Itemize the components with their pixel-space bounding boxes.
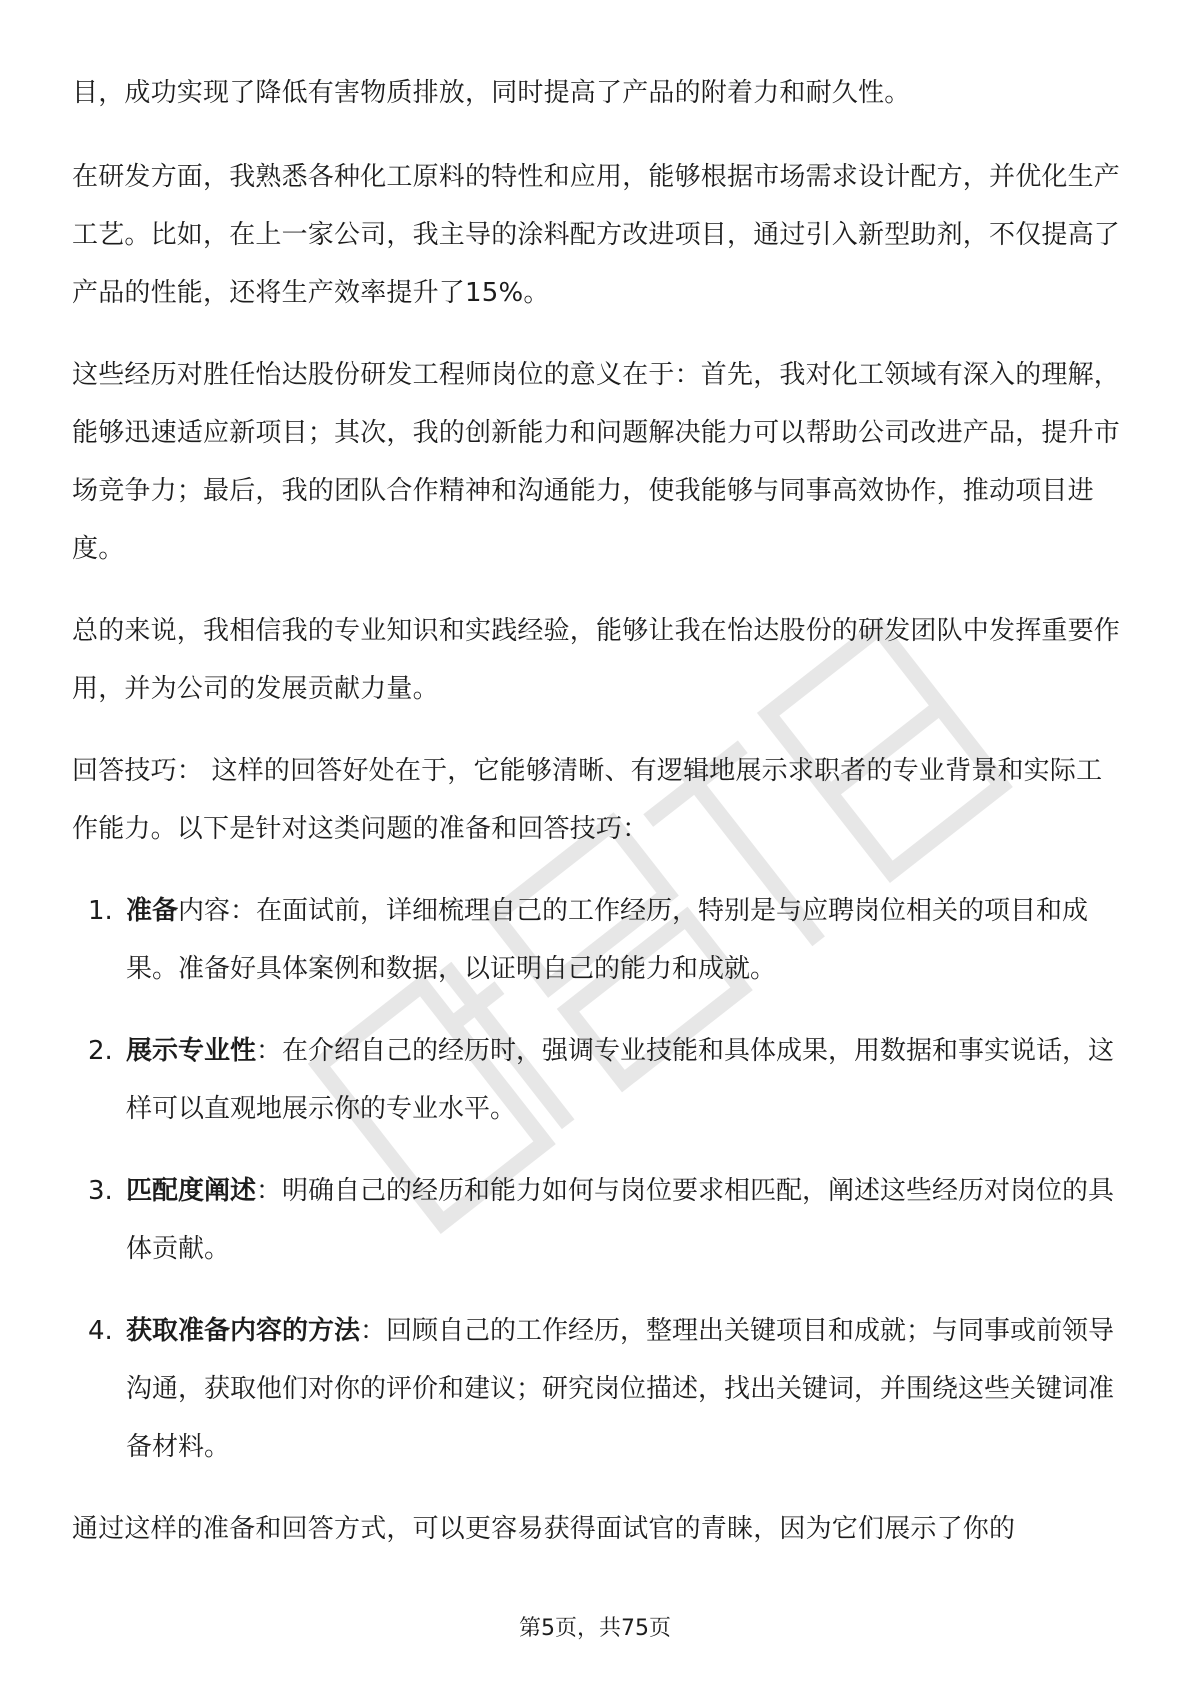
paragraph-answer-tips: 回答技巧： 这样的回答好处在于，它能够清晰、有逻辑地展示求职者的专业背景和实际工作能力。以下是针对这类问题的准备和回答技巧：: [72, 756, 1103, 844]
list-number: 3.: [88, 1176, 113, 1206]
list-text: ：明确自己的经历和能力如何与岗位要求相匹配，阐述这些经历对岗位的具体贡献。: [126, 1176, 1115, 1264]
list-lead-rest: 内容: [178, 896, 231, 926]
list-number: 4.: [88, 1316, 113, 1346]
page-footer: 第5页，共75页: [519, 1616, 671, 1641]
list-number: 2.: [88, 1036, 113, 1066]
list-lead-bold: 准备: [126, 896, 179, 926]
list-text: ：在面试前，详细梳理自己的工作经历，特别是与应聘岗位相关的项目和成果。准备好具体案例和数据，以证明自己的能力和成就。: [126, 896, 1089, 984]
list-item: [72, 1302, 1120, 1476]
list-lead-bold: 获取准备内容的方法: [126, 1316, 361, 1346]
list-lead-bold: 匹配度阐述: [126, 1176, 257, 1206]
list-text: ：回顾自己的工作经历，整理出关键项目和成就；与同事或前领导沟通，获取他们对你的评价和建议；研究岗位描述，找出关键词，并围绕这些关键词准备材料。: [126, 1316, 1115, 1462]
tips-list: [72, 882, 1120, 1476]
paragraph-summary: 总的来说，我相信我的专业知识和实践经验，能够让我在怡达股份的研发团队中发挥重要作用，并为公司的发展贡献力量。: [72, 616, 1121, 704]
document-page: [72, 64, 1120, 1582]
list-lead-bold: 展示专业性: [126, 1036, 257, 1066]
paragraph-rd-experience: 在研发方面，我熟悉各种化工原料的特性和应用，能够根据市场需求设计配方，并优化生产工艺。比如，在上一家公司，我主导的涂料配方改进项目，通过引入新型助剂，不仅提高了产品的性能，还将生产效率提升了15%。: [72, 162, 1121, 308]
list-text: ：在介绍自己的经历时，强调专业技能和具体成果，用数据和事实说话，这样可以直观地展示你的专业水平。: [126, 1036, 1115, 1124]
list-number: 1.: [88, 896, 113, 926]
list-item: [72, 1022, 1120, 1138]
list-item: [72, 882, 1120, 998]
list-item: [72, 1162, 1120, 1278]
paragraph-continuation: 目，成功实现了降低有害物质排放，同时提高了产品的附着力和耐久性。: [72, 78, 911, 108]
paragraph-significance: 这些经历对胜任怡达股份研发工程师岗位的意义在于：首先，我对化工领域有深入的理解，能够迅速适应新项目；其次，我的创新能力和问题解决能力可以帮助公司改进产品，提升市场竞争力；最后，我的团队合作精神和沟通能力，使我能够与同事高效协作，推动项目进度。: [72, 360, 1121, 564]
paragraph-closing: 通过这样的准备和回答方式，可以更容易获得面试官的青睐，因为它们展示了你的: [72, 1514, 1016, 1544]
